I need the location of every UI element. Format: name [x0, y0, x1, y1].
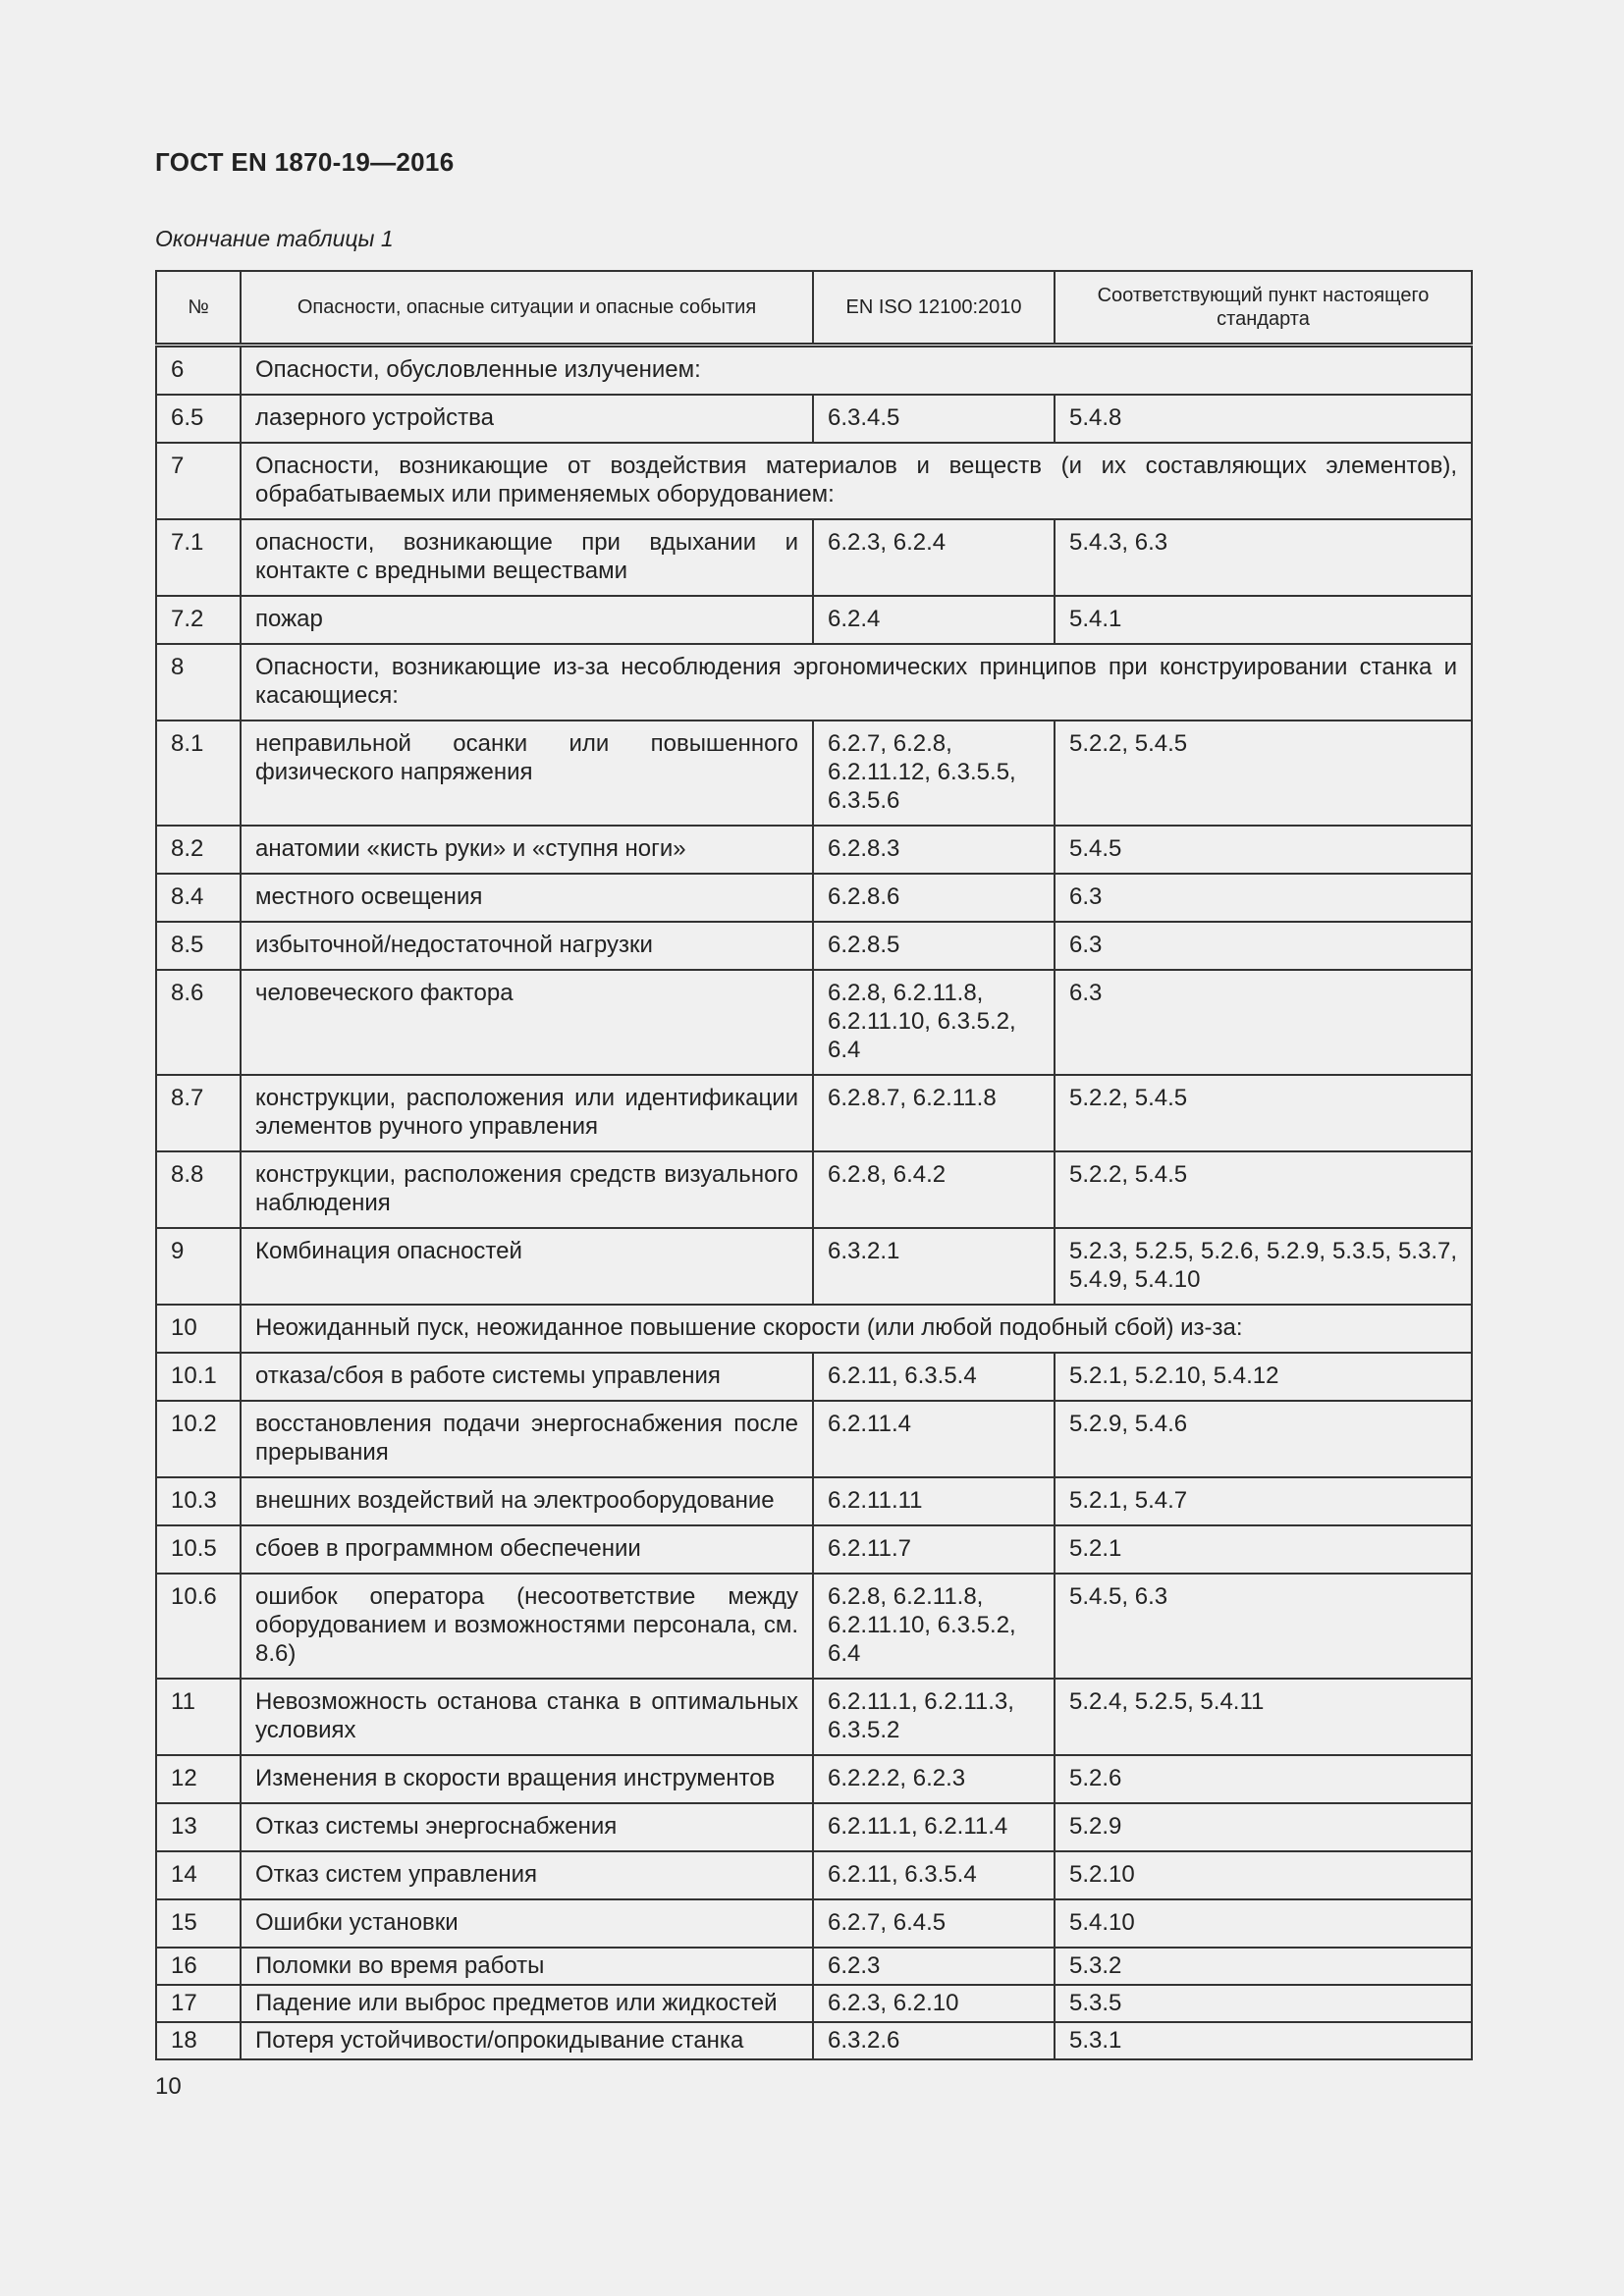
- row-number-cell: 9: [156, 1228, 241, 1305]
- standard-clause-cell: 5.3.1: [1055, 2022, 1472, 2059]
- standard-clause-cell: 5.2.1, 5.4.7: [1055, 1477, 1472, 1525]
- table-row: [156, 1948, 1472, 1985]
- table-row: [156, 874, 1472, 922]
- iso-reference-cell: 6.2.3: [813, 1948, 1055, 1985]
- table-row: [156, 922, 1472, 970]
- standard-clause-cell: 5.2.10: [1055, 1851, 1472, 1899]
- standard-clause-cell: 6.3: [1055, 922, 1472, 970]
- row-number-cell: 13: [156, 1803, 241, 1851]
- row-number-cell: 6.5: [156, 395, 241, 443]
- iso-reference-cell: 6.2.7, 6.2.8, 6.2.11.12, 6.3.5.5, 6.3.5.6: [813, 721, 1055, 826]
- standard-clause-cell: 5.2.3, 5.2.5, 5.2.6, 5.2.9, 5.3.5, 5.3.7, 5.4.9, 5.4.10: [1055, 1228, 1472, 1305]
- iso-reference-cell: 6.3.2.1: [813, 1228, 1055, 1305]
- row-number-cell: 8.1: [156, 721, 241, 826]
- standard-clause-cell: 5.2.9: [1055, 1803, 1472, 1851]
- hazard-description-cell: восстановления подачи энергоснабжения после прерывания: [241, 1401, 813, 1477]
- hazard-description-cell: Опасности, возникающие от воздействия материалов и веществ (и их составляющих элементов), обрабатываемых или применяемых оборудованием:: [241, 443, 1472, 519]
- row-number-cell: 8.5: [156, 922, 241, 970]
- hazard-description-cell: конструкции, расположения средств визуального наблюдения: [241, 1151, 813, 1228]
- iso-reference-cell: 6.2.11.1, 6.2.11.3, 6.3.5.2: [813, 1679, 1055, 1755]
- hazard-description-cell: Изменения в скорости вращения инструментов: [241, 1755, 813, 1803]
- row-number-cell: 12: [156, 1755, 241, 1803]
- table-row: [156, 519, 1472, 596]
- row-number-cell: 6: [156, 346, 241, 396]
- standard-clause-cell: 5.4.3, 6.3: [1055, 519, 1472, 596]
- table-row: [156, 1755, 1472, 1803]
- iso-reference-cell: 6.2.8.7, 6.2.11.8: [813, 1075, 1055, 1151]
- hazard-description-cell: Неожиданный пуск, неожиданное повышение скорости (или любой подобный сбой) из-за:: [241, 1305, 1472, 1353]
- table-row: [156, 1679, 1472, 1755]
- hazard-description-cell: человеческого фактора: [241, 970, 813, 1075]
- page-number: 10: [155, 2073, 182, 2100]
- iso-reference-cell: 6.2.11.11: [813, 1477, 1055, 1525]
- row-number-cell: 10.2: [156, 1401, 241, 1477]
- hazard-description-cell: Потеря устойчивости/опрокидывание станка: [241, 2022, 813, 2059]
- table-row: [156, 1151, 1472, 1228]
- column-header-hazards: Опасности, опасные ситуации и опасные события: [241, 271, 813, 346]
- row-number-cell: 7: [156, 443, 241, 519]
- table-row: [156, 1851, 1472, 1899]
- table-row: [156, 346, 1472, 396]
- table-caption: Окончание таблицы 1: [155, 226, 394, 251]
- row-number-cell: 10.6: [156, 1574, 241, 1679]
- hazard-description-cell: Ошибки установки: [241, 1899, 813, 1948]
- row-number-cell: 8.6: [156, 970, 241, 1075]
- row-number-cell: 8.4: [156, 874, 241, 922]
- standard-clause-cell: 5.4.10: [1055, 1899, 1472, 1948]
- table-row: [156, 826, 1472, 874]
- standard-clause-cell: 5.3.2: [1055, 1948, 1472, 1985]
- table-row: [156, 1075, 1472, 1151]
- table-row: [156, 1353, 1472, 1401]
- row-number-cell: 8.7: [156, 1075, 241, 1151]
- column-header-number: №: [156, 271, 241, 346]
- table-row: [156, 1899, 1472, 1948]
- row-number-cell: 17: [156, 1985, 241, 2022]
- column-header-iso: EN ISO 12100:2010: [813, 271, 1055, 346]
- hazard-description-cell: Опасности, возникающие из-за несоблюдения эргономических принципов при конструировании станка и касающиеся:: [241, 644, 1472, 721]
- hazard-description-cell: Отказ систем управления: [241, 1851, 813, 1899]
- row-number-cell: 16: [156, 1948, 241, 1985]
- hazard-description-cell: пожар: [241, 596, 813, 644]
- hazard-description-cell: Поломки во время работы: [241, 1948, 813, 1985]
- standard-clause-cell: 5.2.1, 5.2.10, 5.4.12: [1055, 1353, 1472, 1401]
- hazard-description-cell: Падение или выброс предметов или жидкостей: [241, 1985, 813, 2022]
- iso-reference-cell: 6.2.8, 6.2.11.8, 6.2.11.10, 6.3.5.2, 6.4: [813, 1574, 1055, 1679]
- standard-clause-cell: 6.3: [1055, 874, 1472, 922]
- standard-clause-cell: 5.2.4, 5.2.5, 5.4.11: [1055, 1679, 1472, 1755]
- table-row: [156, 443, 1472, 519]
- row-number-cell: 15: [156, 1899, 241, 1948]
- hazard-description-cell: Комбинация опасностей: [241, 1228, 813, 1305]
- table-row: [156, 1305, 1472, 1353]
- iso-reference-cell: 6.2.11.7: [813, 1525, 1055, 1574]
- iso-reference-cell: 6.2.4: [813, 596, 1055, 644]
- iso-reference-cell: 6.3.4.5: [813, 395, 1055, 443]
- standard-clause-cell: 5.3.5: [1055, 1985, 1472, 2022]
- table-row: [156, 2022, 1472, 2059]
- hazard-description-cell: лазерного устройства: [241, 395, 813, 443]
- standard-clause-cell: 5.4.1: [1055, 596, 1472, 644]
- row-number-cell: 14: [156, 1851, 241, 1899]
- standard-clause-cell: 5.2.6: [1055, 1755, 1472, 1803]
- iso-reference-cell: 6.2.8, 6.4.2: [813, 1151, 1055, 1228]
- hazard-description-cell: опасности, возникающие при вдыхании и контакте с вредными веществами: [241, 519, 813, 596]
- hazard-description-cell: местного освещения: [241, 874, 813, 922]
- iso-reference-cell: 6.2.3, 6.2.10: [813, 1985, 1055, 2022]
- hazard-description-cell: Отказ системы энергоснабжения: [241, 1803, 813, 1851]
- iso-reference-cell: 6.2.11.4: [813, 1401, 1055, 1477]
- hazard-description-cell: Опасности, обусловленные излучением:: [241, 346, 1472, 396]
- table-row: [156, 596, 1472, 644]
- hazard-description-cell: сбоев в программном обеспечении: [241, 1525, 813, 1574]
- standard-clause-cell: 5.4.5, 6.3: [1055, 1574, 1472, 1679]
- iso-reference-cell: 6.2.11.1, 6.2.11.4: [813, 1803, 1055, 1851]
- iso-reference-cell: 6.2.7, 6.4.5: [813, 1899, 1055, 1948]
- table-row: [156, 1525, 1472, 1574]
- iso-reference-cell: 6.2.8.6: [813, 874, 1055, 922]
- standard-clause-cell: 5.4.8: [1055, 395, 1472, 443]
- table-row: [156, 1401, 1472, 1477]
- hazard-description-cell: внешних воздействий на электрооборудование: [241, 1477, 813, 1525]
- standard-clause-cell: 5.2.2, 5.4.5: [1055, 1151, 1472, 1228]
- hazard-description-cell: конструкции, расположения или идентификации элементов ручного управления: [241, 1075, 813, 1151]
- standard-clause-cell: 5.2.9, 5.4.6: [1055, 1401, 1472, 1477]
- iso-reference-cell: 6.2.11, 6.3.5.4: [813, 1353, 1055, 1401]
- hazards-table: [155, 270, 1473, 2060]
- row-number-cell: 11: [156, 1679, 241, 1755]
- hazard-description-cell: Невозможность останова станка в оптимальных условиях: [241, 1679, 813, 1755]
- table-row: [156, 721, 1472, 826]
- row-number-cell: 8: [156, 644, 241, 721]
- row-number-cell: 8.8: [156, 1151, 241, 1228]
- table-body: [156, 346, 1472, 2060]
- table-row: [156, 1574, 1472, 1679]
- table-row: [156, 1803, 1472, 1851]
- standard-clause-cell: 5.4.5: [1055, 826, 1472, 874]
- table-row: [156, 970, 1472, 1075]
- standard-clause-cell: 6.3: [1055, 970, 1472, 1075]
- hazard-description-cell: избыточной/недостаточной нагрузки: [241, 922, 813, 970]
- table-header-row: [156, 271, 1472, 346]
- row-number-cell: 10: [156, 1305, 241, 1353]
- standard-clause-cell: 5.2.2, 5.4.5: [1055, 1075, 1472, 1151]
- iso-reference-cell: 6.3.2.6: [813, 2022, 1055, 2059]
- row-number-cell: 8.2: [156, 826, 241, 874]
- row-number-cell: 10.3: [156, 1477, 241, 1525]
- row-number-cell: 7.1: [156, 519, 241, 596]
- hazard-description-cell: анатомии «кисть руки» и «ступня ноги»: [241, 826, 813, 874]
- table-row: [156, 1228, 1472, 1305]
- iso-reference-cell: 6.2.2.2, 6.2.3: [813, 1755, 1055, 1803]
- iso-reference-cell: 6.2.8.3: [813, 826, 1055, 874]
- document-title: ГОСТ EN 1870-19—2016: [155, 147, 455, 177]
- row-number-cell: 7.2: [156, 596, 241, 644]
- table-row: [156, 1985, 1472, 2022]
- hazard-description-cell: отказа/сбоя в работе системы управления: [241, 1353, 813, 1401]
- row-number-cell: 10.1: [156, 1353, 241, 1401]
- hazard-description-cell: неправильной осанки или повышенного физического напряжения: [241, 721, 813, 826]
- iso-reference-cell: 6.2.8, 6.2.11.8, 6.2.11.10, 6.3.5.2, 6.4: [813, 970, 1055, 1075]
- standard-clause-cell: 5.2.1: [1055, 1525, 1472, 1574]
- table-row: [156, 395, 1472, 443]
- iso-reference-cell: 6.2.8.5: [813, 922, 1055, 970]
- standard-clause-cell: 5.2.2, 5.4.5: [1055, 721, 1472, 826]
- table-row: [156, 644, 1472, 721]
- hazard-description-cell: ошибок оператора (несоответствие между оборудованием и возможностями персонала, см. 8.6): [241, 1574, 813, 1679]
- row-number-cell: 10.5: [156, 1525, 241, 1574]
- table-row: [156, 1477, 1472, 1525]
- column-header-clause: Соответствующий пункт настоящего стандарта: [1055, 271, 1472, 346]
- row-number-cell: 18: [156, 2022, 241, 2059]
- iso-reference-cell: 6.2.11, 6.3.5.4: [813, 1851, 1055, 1899]
- iso-reference-cell: 6.2.3, 6.2.4: [813, 519, 1055, 596]
